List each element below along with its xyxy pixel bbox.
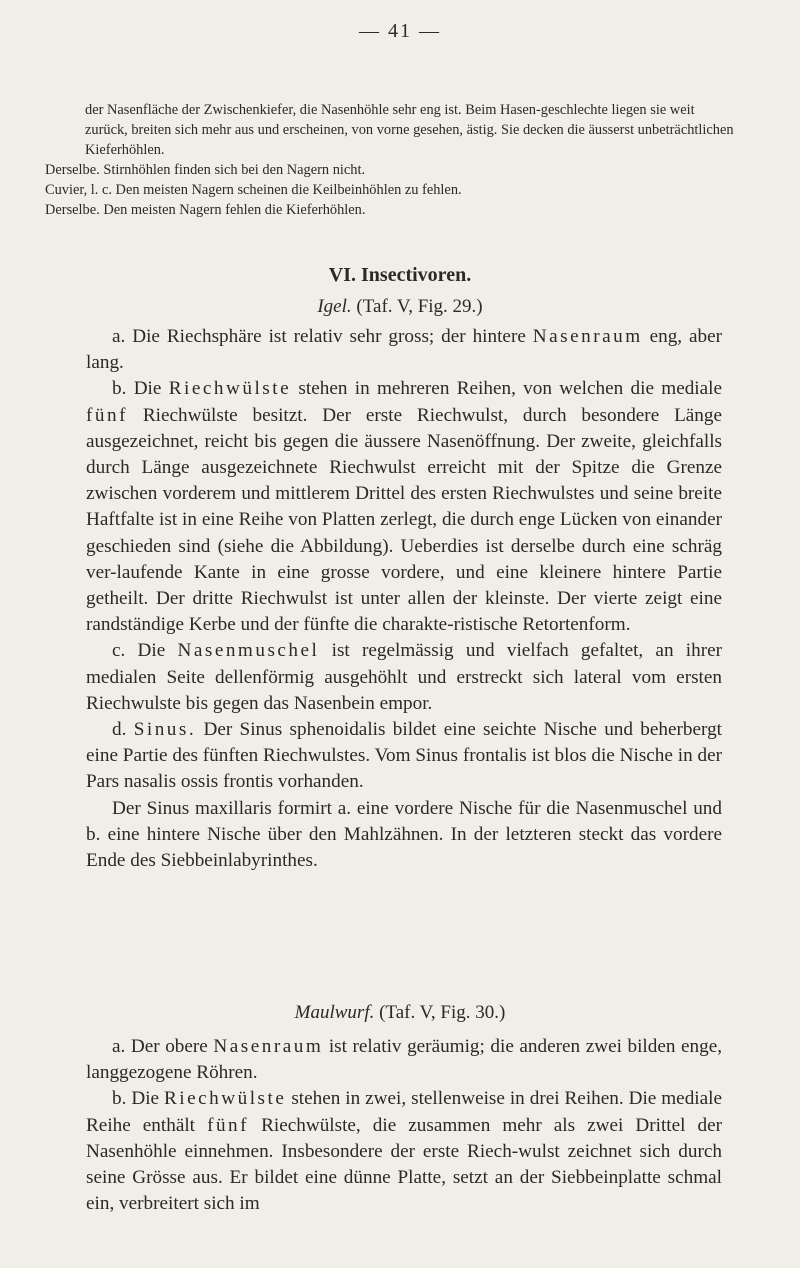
- igel-text: [86, 324, 722, 874]
- term: fünf: [86, 404, 128, 426]
- paragraph-a: a. Der obere Nasenraum ist relativ geräumig; die anderen zwei bilden enge, langgezogene Röhren.: [86, 1036, 723, 1084]
- footnote: Derselbe. Stirnhöhlen finden sich bei den Nagern nicht.: [45, 162, 366, 178]
- paragraph-d: d. Sinus. Der Sinus sphenoidalis bildet eine seichte Nische und beherbergt eine Partie des fünften Riechwulstes. Vom Sinus frontalis ist blos die Nische in der Pars nasalis ossis frontis vorhanden.: [86, 719, 722, 793]
- page-number: — 41 —: [359, 20, 441, 42]
- animal-name: Maulwurf.: [294, 1002, 375, 1023]
- term: Riechwülste: [164, 1088, 287, 1110]
- paragraph-a: a. Die Riechsphäre ist relativ sehr gross; der hintere Nasenraum eng, aber lang.: [86, 326, 723, 374]
- plate-reference: (Taf. V, Fig. 30.): [379, 1002, 506, 1023]
- term: Riechwülste: [168, 378, 292, 400]
- term: Nasenraum: [532, 326, 643, 347]
- animal-name: Igel.: [317, 296, 352, 317]
- section-heading: VI. Insectivoren.: [328, 264, 472, 286]
- paragraph-d-continued: Der Sinus maxillaris formirt a. eine vordere Nische für die Nasenmuschel und b. eine hintere Nische über den Mahlzähnen. In der letzteren steckt das vordere Ende des Siebbeinlabyrinthes.: [86, 797, 722, 872]
- term: Sinus.: [133, 719, 197, 741]
- maulwurf-heading: [0, 1002, 800, 1024]
- plate-reference: (Taf. V, Fig. 29.): [356, 296, 483, 317]
- paragraph-c: c. Die Nasenmuschel ist regelmässig und vielfach gefaltet, an ihrer medialen Seite dellenförmig ausgehöhlt und erstreckt sich lateral vom ersten Riechwulste bis gegen das Nasenbein empor.: [86, 640, 722, 714]
- paragraph-b: b. Die Riechwülste stehen in mehreren Reihen, von welchen die mediale fünf Riechwülste besitzt. Der erste Riechwulst, durch besondere Länge ausgezeichnet, reicht bis gegen die äussere Nasenöffnung. Der zweite, gleichfalls durch Länge ausgezeichnete Riechwulst erreicht mit der Spitze die Grenze zwischen vorderem und mittlerem Drittel des ersten Riechwulstes und seine breite Haftfalte ist in eine Reihe von Platten zerlegt, die durch enge Lücken von einander geschieden sind (siehe die Abbildung). Ueberdies ist derselbe durch eine schräg ver-laufende Kante in eine grosse vordere, und eine kleinere hintere Partie getheilt. Der dritte Riechwulst ist unter allen der kleinste. Der vierte zeigt eine randständige Kerbe und der fünfte die charakte-ristische Retortenform.: [86, 378, 723, 636]
- footnotes-block: [45, 100, 735, 220]
- term: Nasenraum: [213, 1036, 324, 1057]
- footnote: Derselbe. Den meisten Nagern fehlen die Kieferhöhlen.: [45, 202, 366, 218]
- term: Nasenmuschel: [177, 640, 320, 662]
- maulwurf-text: [86, 1034, 722, 1217]
- paragraph-b: b. Die Riechwülste stehen in zwei, stellenweise in drei Reihen. Die mediale Reihe enthält fünf Riechwülste, die zusammen mehr als zwei Drittel der Nasenhöhle einnehmen. Insbesondere der erste Riech-wulst zeichnet sich durch seine Grösse aus. Er bildet eine dünne Platte, setzt an der Siebbeinplatte schmal ein, verbreitert sich im: [86, 1088, 723, 1215]
- footnote: Cuvier, l. c. Den meisten Nagern scheinen die Keilbeinhöhlen zu fehlen.: [45, 182, 462, 198]
- term: fünf: [207, 1114, 250, 1136]
- footnote-continuation: der Nasenfläche der Zwischenkiefer, die Nasenhöhle sehr eng ist. Beim Hasen-geschlechte liegen sie weit zurück, breiten sich mehr aus und erscheinen, von vorne gesehen, ästig. Sie decken die äusserst unbeträchtlichen Kieferhöhlen.: [85, 102, 734, 158]
- igel-heading: [0, 296, 800, 318]
